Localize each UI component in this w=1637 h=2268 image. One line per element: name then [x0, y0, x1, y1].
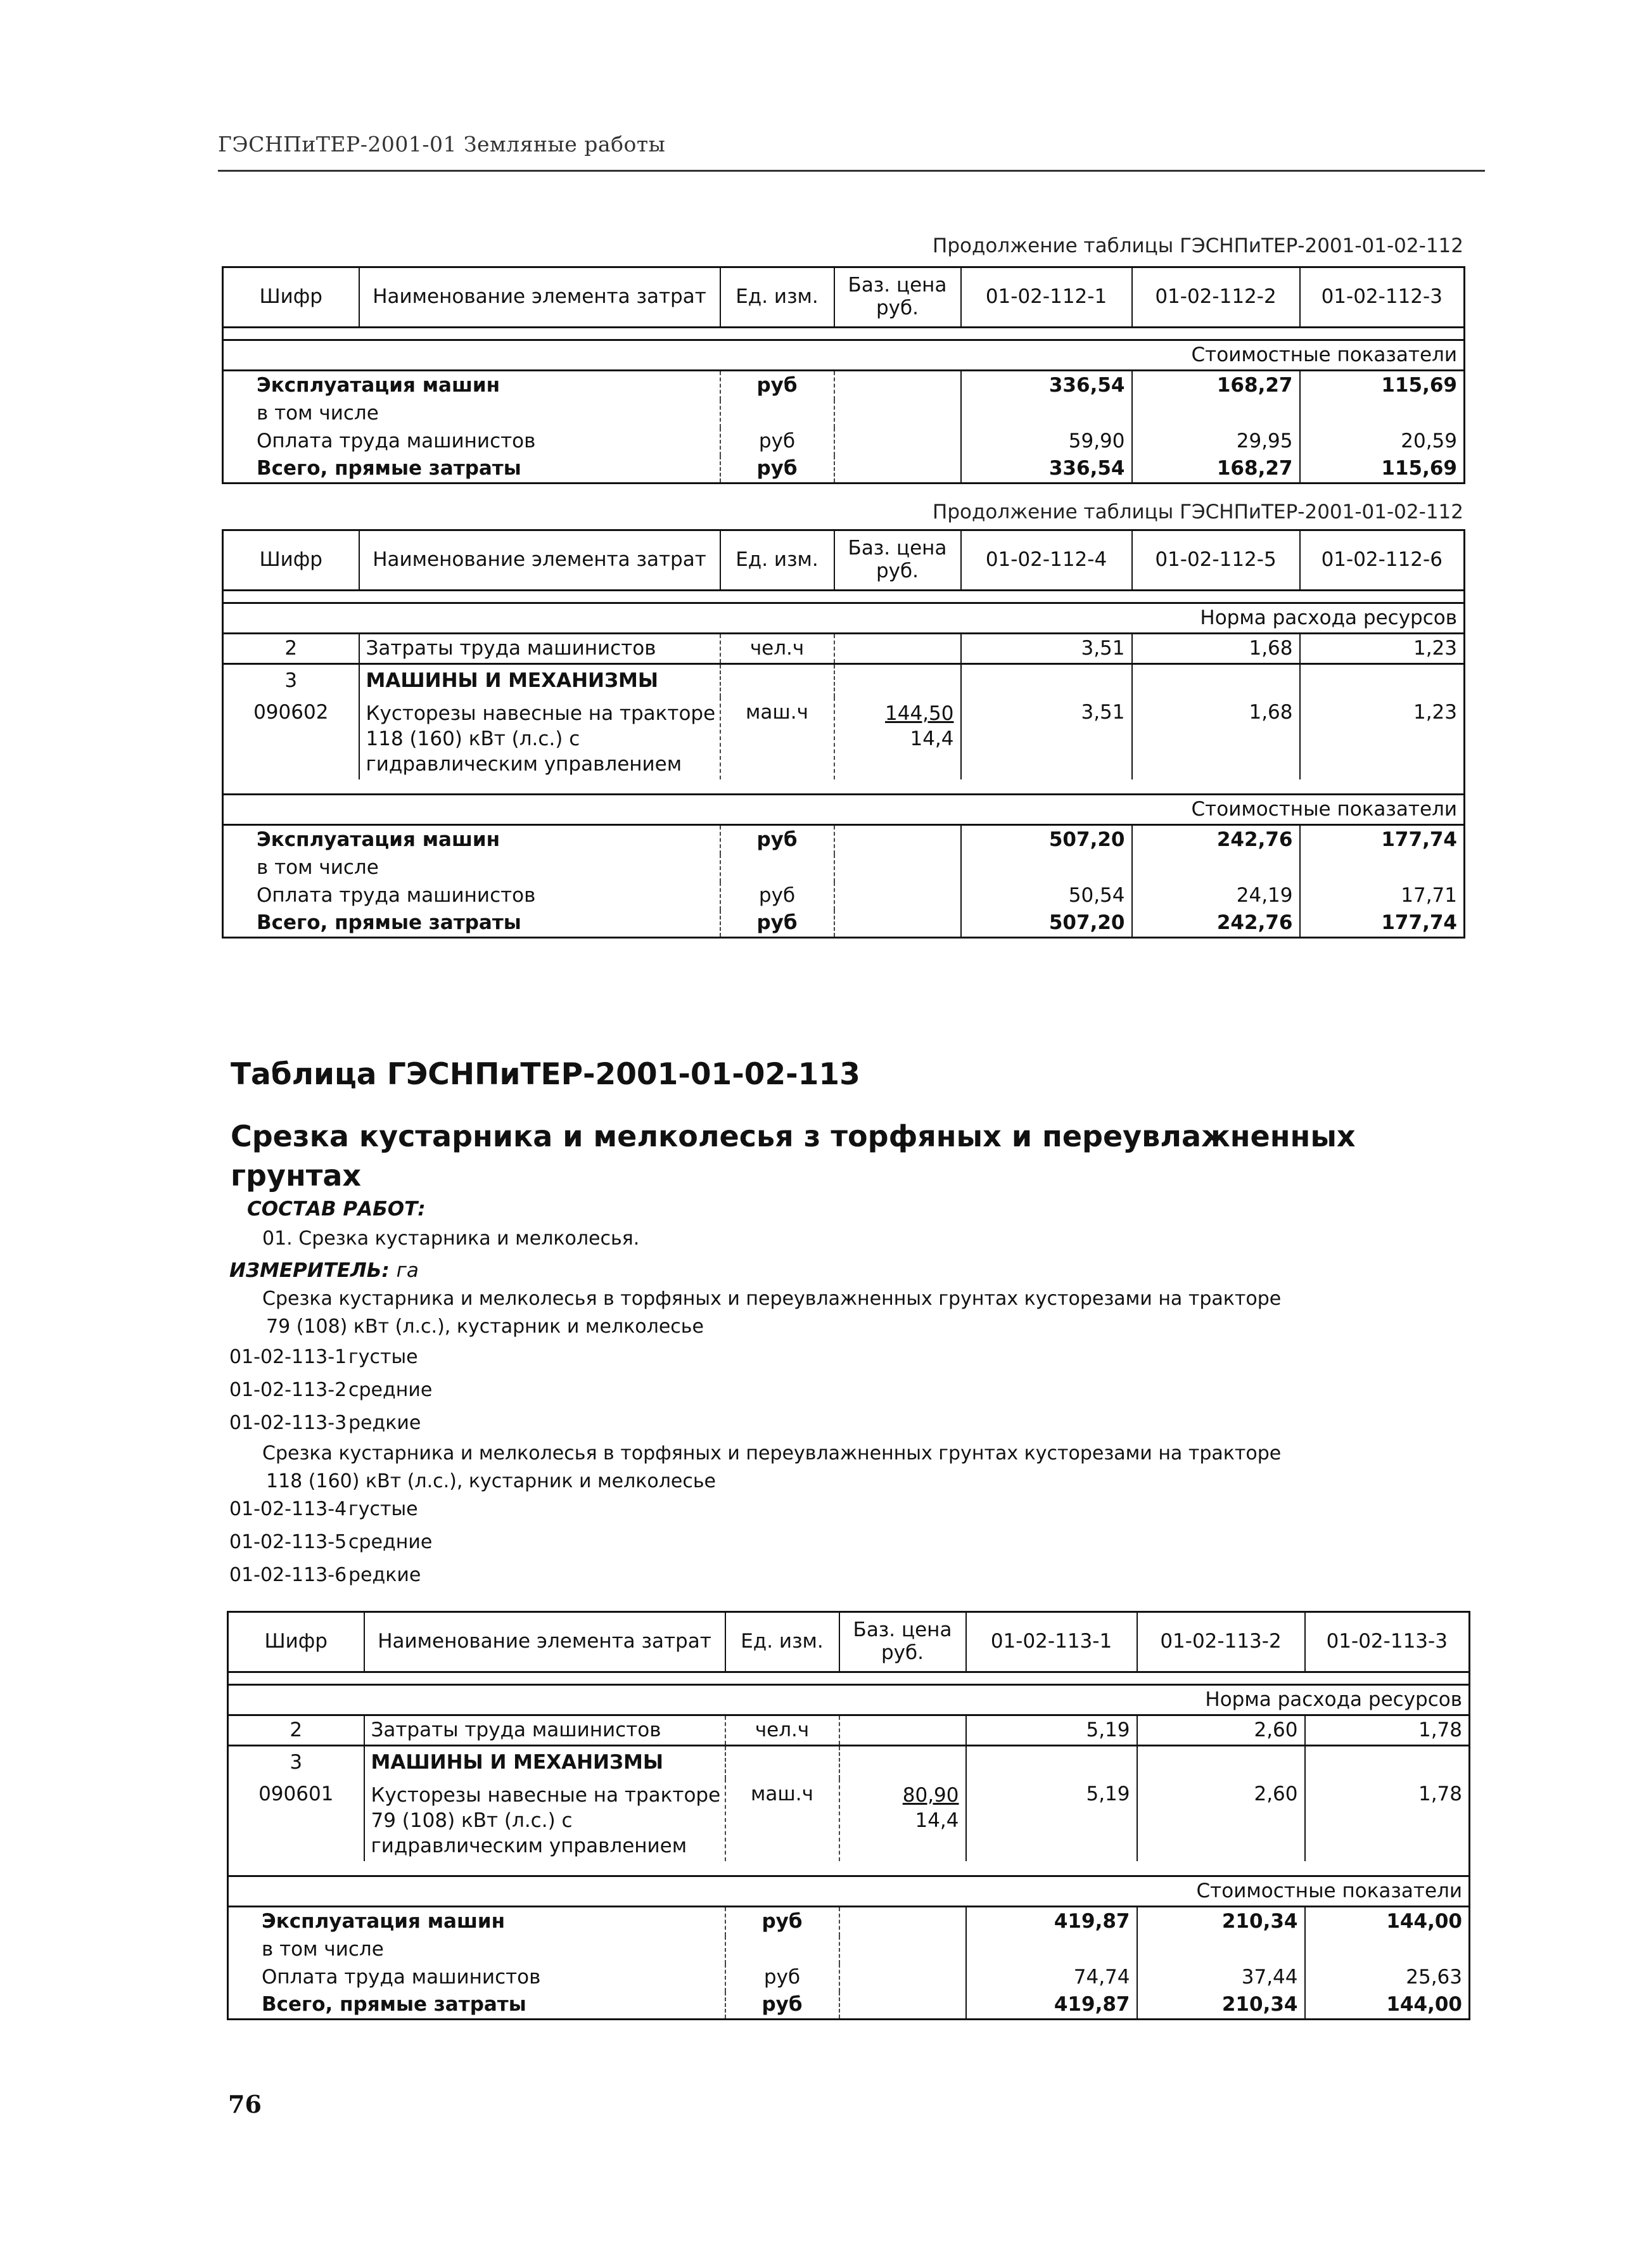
composition-item: 01. Срезка кустарника и мелколесья.	[262, 1227, 640, 1250]
header-unit: Ед. изм.	[720, 267, 834, 328]
header-name: Наименование элемента затрат	[359, 267, 720, 328]
table-112-cont1	[222, 266, 1465, 484]
table-row: 3 МАШИНЫ И МЕХАНИЗМЫ	[223, 664, 1465, 697]
section-title: Стоимостные показатели	[223, 340, 1465, 371]
table-row: в том числе	[223, 854, 1465, 882]
table-header-row: Шифр Наименование элемента затрат Ед. изм. Баз. цена руб. 01-02-112-4 01-02-112-5 01-02-112-6	[223, 530, 1465, 591]
table-row: 3 МАШИНЫ И МЕХАНИЗМЫ	[228, 1746, 1470, 1779]
table-caption: Продолжение таблицы ГЭСНПиТЕР-2001-01-02-112	[933, 234, 1463, 257]
section-row: Стоимостные показатели	[223, 795, 1465, 825]
header-cipher: Шифр	[223, 267, 359, 328]
section-subtitle: Срезка кустарника и мелколесья з торфяных и переувлажненных грунтах	[231, 1119, 1356, 1193]
table-112-cont2	[222, 529, 1465, 939]
table-row: 090602 Кусторезы навесные на тракторе 118 (160) кВт (л.с.) с гидравлическим управлением маш.ч 144,50 14,4 3,51 1,68 1,23	[223, 697, 1465, 779]
list-item: 01-02-113-6редкие	[229, 1564, 421, 1586]
table-row: Оплата труда машинистов руб 50,54 24,19 17,71	[223, 882, 1465, 910]
section-row: Норма расхода ресурсов	[228, 1685, 1470, 1715]
header-col-2: 01-02-112-2	[1132, 267, 1300, 328]
list-item: 01-02-113-4густые	[229, 1498, 418, 1520]
list-item: 01-02-113-1густые	[229, 1346, 418, 1368]
section-row: Стоимостные показатели	[228, 1876, 1470, 1907]
table-row: Оплата труда машинистов руб 59,90 29,95 20,59	[223, 428, 1465, 456]
running-header: ГЭСНПиТЕР-2001-01 Земляные работы	[218, 132, 666, 157]
table-row: Эксплуатация машин руб 336,54 168,27 115,69	[223, 371, 1465, 400]
table-header-row	[223, 267, 1465, 328]
header-col-1: 01-02-112-1	[961, 267, 1132, 328]
page-number: 76	[228, 2090, 262, 2118]
table-row: 2 Затраты труда машинистов чел.ч 3,51 1,68 1,23	[223, 634, 1465, 664]
table-row: в том числе	[228, 1936, 1470, 1964]
table-row: 090601 Кусторезы навесные на тракторе 79 (108) кВт (л.с.) с гидравлическим управлением маш.ч 80,90 14,4 5,19 2,60 1,78	[228, 1779, 1470, 1861]
composition-label: СОСТАВ РАБОТ:	[247, 1198, 426, 1220]
section-row: Норма расхода ресурсов	[223, 603, 1465, 634]
table-row: Всего, прямые затраты руб 419,87 210,34 144,00	[228, 1992, 1470, 2020]
table-row: Всего, прямые затраты руб 336,54 168,27 115,69	[223, 456, 1465, 484]
header-col-3: 01-02-112-3	[1300, 267, 1465, 328]
list-item: 01-02-113-2средние	[229, 1379, 433, 1401]
list-item: 01-02-113-3редкие	[229, 1412, 421, 1434]
table-caption: Продолжение таблицы ГЭСНПиТЕР-2001-01-02-112	[933, 501, 1463, 523]
page-title: Таблица ГЭСНПиТЕР-2001-01-02-113	[231, 1057, 860, 1092]
table-row: в том числе	[223, 400, 1465, 428]
table-row: Всего, прямые затраты руб 507,20 242,76 177,74	[223, 910, 1465, 938]
header-rule	[218, 170, 1485, 172]
table-row: Оплата труда машинистов руб 74,74 37,44 25,63	[228, 1964, 1470, 1992]
list-item: 01-02-113-5средние	[229, 1531, 433, 1553]
table-113	[227, 1611, 1470, 2020]
table-row: 2 Затраты труда машинистов чел.ч 5,19 2,60 1,78	[228, 1715, 1470, 1746]
table-row: Эксплуатация машин руб 507,20 242,76 177,74	[223, 825, 1465, 854]
table-row: Эксплуатация машин руб 419,87 210,34 144,00	[228, 1907, 1470, 1936]
section-row	[223, 340, 1465, 371]
header-base-price: Баз. цена руб.	[834, 267, 961, 328]
table-header-row: Шифр Наименование элемента затрат Ед. изм. Баз. цена руб. 01-02-113-1 01-02-113-2 01-02-113-3	[228, 1612, 1470, 1672]
meter-label: ИЗМЕРИТЕЛЬ: га	[229, 1259, 419, 1282]
